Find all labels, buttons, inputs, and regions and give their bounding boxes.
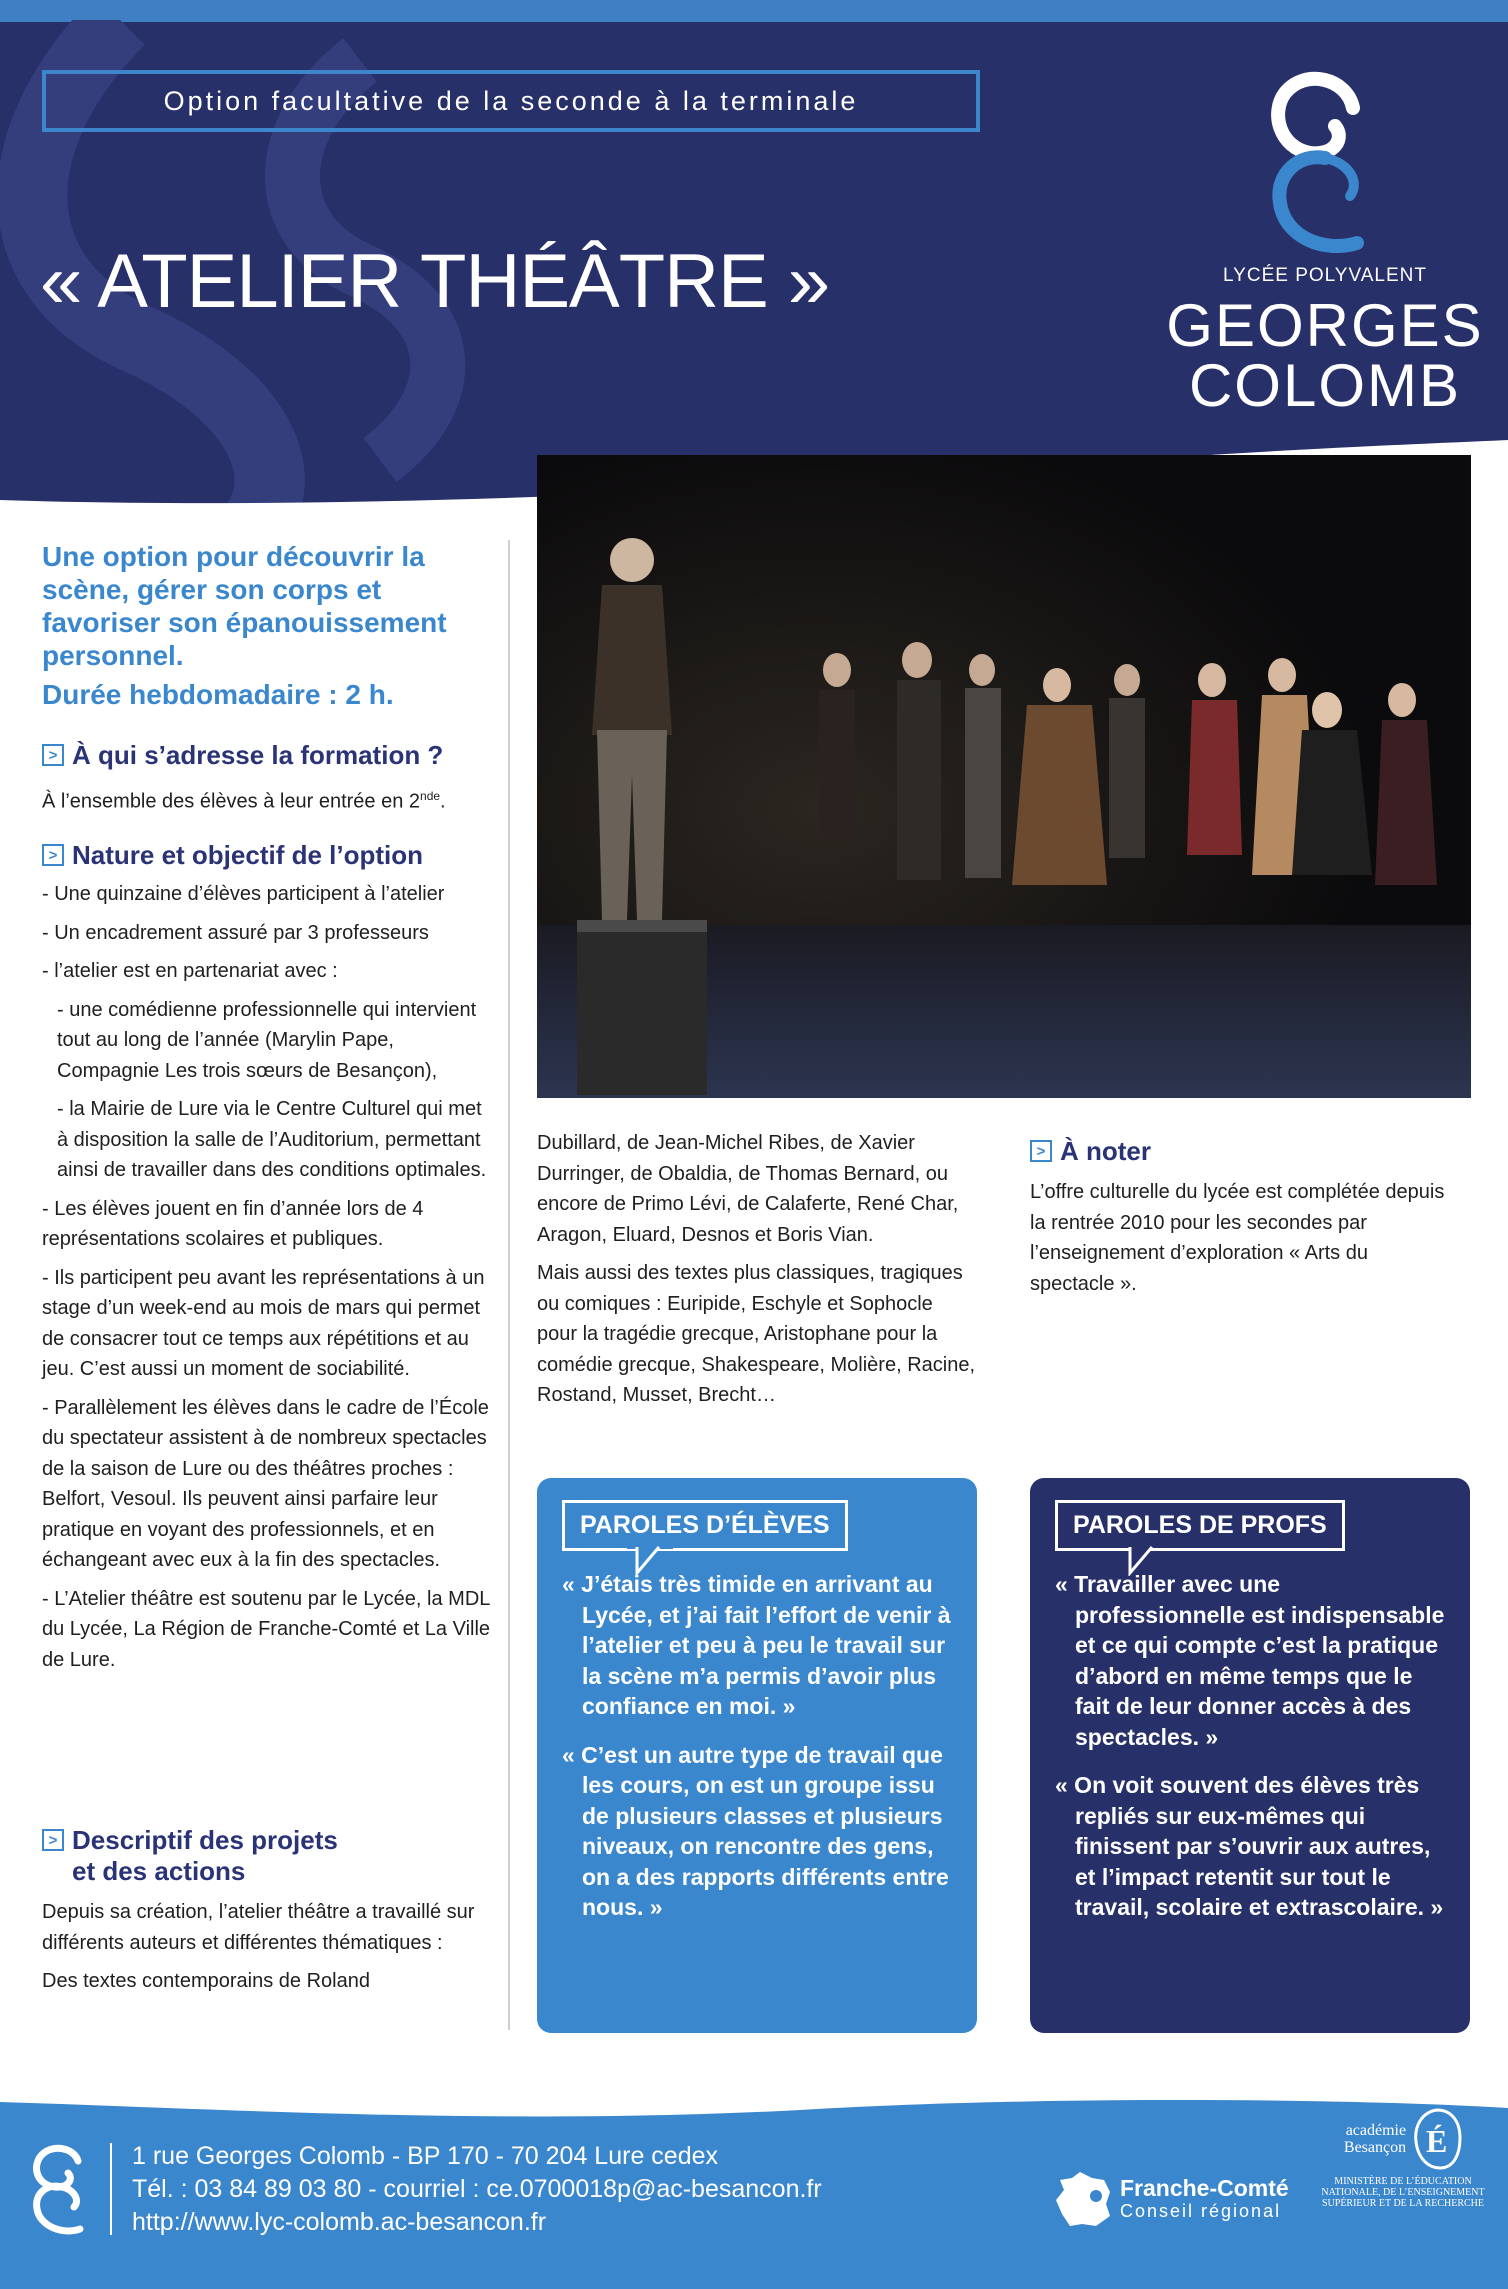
paragraph: Mais aussi des textes plus classiques, tragiques ou comiques : Euripide, Eschyle et Sophocle pour la tragédie grecque, Aristophane pour la comédie grecque, Shakespeare, Molière, Racine, Rostand, Musset, Brecht…: [537, 1262, 976, 1406]
school-name-line2: COLOMB: [1188, 352, 1462, 419]
paragraph: Depuis sa création, l’atelier théâtre a travaillé sur différents auteurs et différentes thématiques :: [42, 1901, 475, 1954]
header-top-strip: [0, 0, 1508, 22]
address-line: 1 rue Georges Colomb - BP 170 - 70 204 Lure cedex: [132, 2142, 718, 2170]
paragraph: Des textes contemporains de Roland: [42, 1970, 370, 1992]
header-banner: [0, 0, 1508, 505]
website-link[interactable]: http://www.lyc-colomb.ac-besancon.fr: [132, 2208, 547, 2236]
intro-lead-text: Une option pour découvrir la scène, gérer son corps et favoriser son épanouissement personnel.: [42, 541, 447, 671]
franche-comte-text: [1120, 2176, 1289, 2222]
contact-line: Tél. : 03 84 89 03 80 - courriel : ce.0700018p@ac-besancon.fr: [132, 2175, 822, 2203]
paroles-eleves-title: PAROLES D’ÉLÈVES: [580, 1511, 830, 1539]
section-projets-heading: [42, 1825, 492, 1887]
academie-header: [1318, 2108, 1488, 2170]
paroles-eleves-title-bubble: [562, 1500, 848, 1551]
column-divider: [508, 540, 510, 2030]
section-projets-title-line2: et des actions: [72, 1856, 246, 1886]
marianne-e-icon: [1412, 2108, 1462, 2170]
list-item: - L’Atelier théâtre est soutenu par le Lycée, la MDL du Lycée, La Région de Franche-Comté et La Ville de Lure.: [42, 1587, 491, 1671]
school-name-line1: GEORGES: [1166, 292, 1484, 359]
section-qui-text: [42, 781, 492, 817]
weekly-duration: Durée hebdomadaire : 2 h.: [42, 679, 394, 710]
section-nature-heading: [42, 840, 492, 871]
france-map-icon: [1052, 2170, 1114, 2228]
academie-line2: Besançon: [1343, 2139, 1407, 2156]
paroles-profs-title: PAROLES DE PROFS: [1073, 1511, 1327, 1539]
note-text: L’offre culturelle du lycée est complétée depuis la rentrée 2010 pour les secondes par l’enseignement d’exploration « Arts du spectacle ».: [1030, 1181, 1445, 1295]
svg-text:É: É: [1426, 2123, 1448, 2159]
academie-line1: académie: [1345, 2122, 1407, 2139]
ministere-text: MINISTÈRE DE L’ÉDUCATION NATIONALE, DE L’ENSEIGNEMENT SUPÉRIEUR ET DE LA RECHERCHE: [1321, 2176, 1485, 2209]
lycee-label: LYCÉE POLYVALENT: [1223, 265, 1427, 286]
arrow-box-icon: >: [42, 1829, 64, 1851]
theatre-photo: [537, 455, 1471, 1098]
speech-tail-icon: [627, 1546, 673, 1576]
intro-lead: [42, 540, 492, 711]
section-nature-list: [42, 879, 492, 1675]
footer-address: [132, 2140, 822, 2239]
section-nature: [42, 840, 492, 1683]
list-item: - Les élèves jouent en fin d’année lors de 4 représentations scolaires et publiques.: [42, 1197, 424, 1250]
section-nature-title: Nature et objectif de l’option: [72, 840, 424, 870]
note-heading: [1030, 1136, 1450, 1167]
region-name: Franche-Comté: [1120, 2175, 1289, 2201]
tagline: Option facultative de la seconde à la terminale: [163, 85, 859, 116]
arrow-box-icon: >: [1030, 1140, 1052, 1162]
section-qui-title: À qui s’adresse la formation ?: [72, 740, 444, 770]
academie-logo: [1318, 2108, 1488, 2209]
section-projets: [42, 1825, 492, 2005]
franche-comte-logo: [1052, 2170, 1289, 2228]
middle-text: [537, 1128, 977, 1419]
tagline-box: [42, 70, 980, 132]
list-item: - Ils participent peu avant les représentations à un stage d’un week-end au mois de mars qui permet de consacrer tout ce temps aux répétitions et au jeu. C’est aussi un moment de sociabilité.: [42, 1266, 485, 1380]
footer-separator: [110, 2143, 112, 2235]
list-item: - Parallèlement les élèves dans le cadre de l’École du spectateur assistent à de nombreux spectacles de la saison de Lure ou des théâtres proches : Belfort, Vesoul. Ils peuvent ainsi parfaire leur pratique en voyant des professionnels, et en échangeant avec eux à la fin des spectacles.: [42, 1396, 489, 1571]
note-section: [1030, 1136, 1450, 1299]
school-name: [1140, 292, 1508, 419]
note-title: À noter: [1060, 1136, 1151, 1166]
quote: « J’étais très timide en arrivant au Lycée, et j’ai fait l’effort de venir à l’atelier et peu à peu le travail sur la scène m’a permis d’avoir plus confiance en moi. »: [562, 1571, 951, 1719]
section-projets-title-line1: Descriptif des projets: [72, 1825, 338, 1855]
section-qui-body: À l’ensemble des élèves à leur entrée en 2: [42, 790, 421, 813]
academie-name: [1344, 2122, 1406, 2156]
list-subitem: - la Mairie de Lure via le Centre Culturel qui met à disposition la salle de l’Auditorium, permettant ainsi de travailler dans des conditions optimales.: [57, 1098, 487, 1181]
list-subitem: - une comédienne professionnelle qui intervient tout au long de l’année (Marylin Pape, Compagnie Les trois sœurs de Besançon),: [57, 998, 477, 1082]
list-item: - l’atelier est en partenariat avec :: [42, 960, 338, 982]
school-logo-icon: [1265, 68, 1375, 253]
stage-performance-image: [537, 455, 1471, 1098]
section-projets-title: [72, 1825, 338, 1887]
list-item: - Un encadrement assuré par 3 professeurs: [42, 921, 429, 944]
quote: « Travailler avec une professionnelle est indispensable et ce qui compte c’est la pratique d’abord en même temps que le fait de leur donner accès à des spectacles. »: [1055, 1571, 1445, 1750]
arrow-box-icon: >: [42, 744, 64, 766]
paroles-eleves-box: [537, 1478, 977, 2033]
section-qui-end: .: [440, 790, 446, 813]
section-qui-heading: [42, 740, 492, 771]
superscript-nde: nde: [420, 789, 441, 803]
list-item: - Une quinzaine d’élèves participent à l’atelier: [42, 883, 445, 905]
footer-logo-icon: [30, 2143, 90, 2235]
arrow-box-icon: >: [42, 844, 64, 866]
quote: « C’est un autre type de travail que les cours, on est un groupe issu de plusieurs classes et plusieurs niveaux, on rencontre des gens, on a des rapports différents entre nous. »: [562, 1741, 949, 1920]
speech-tail-icon: [1120, 1546, 1166, 1576]
section-qui: [42, 740, 492, 817]
section-projets-text: [42, 1897, 492, 1997]
paragraph: Dubillard, de Jean-Michel Ribes, de Xavier Durringer, de Obaldia, de Thomas Bernard, ou encore de Primo Lévi, de Calaferte, René Char, Aragon, Eluard, Desnos et Boris Vian.: [537, 1132, 959, 1246]
page-title: « ATELIER THÉÂTRE »: [40, 239, 830, 324]
paroles-profs-title-bubble: [1055, 1500, 1345, 1551]
paroles-profs-box: [1030, 1478, 1470, 2033]
region-sub: Conseil régional: [1120, 2201, 1282, 2221]
quote: « On voit souvent des élèves très repliés sur eux-mêmes qui finissent par s’ouvrir aux autres, et l’impact retentit sur tout le travail, scolaire et extrascolaire. »: [1055, 1772, 1444, 1920]
